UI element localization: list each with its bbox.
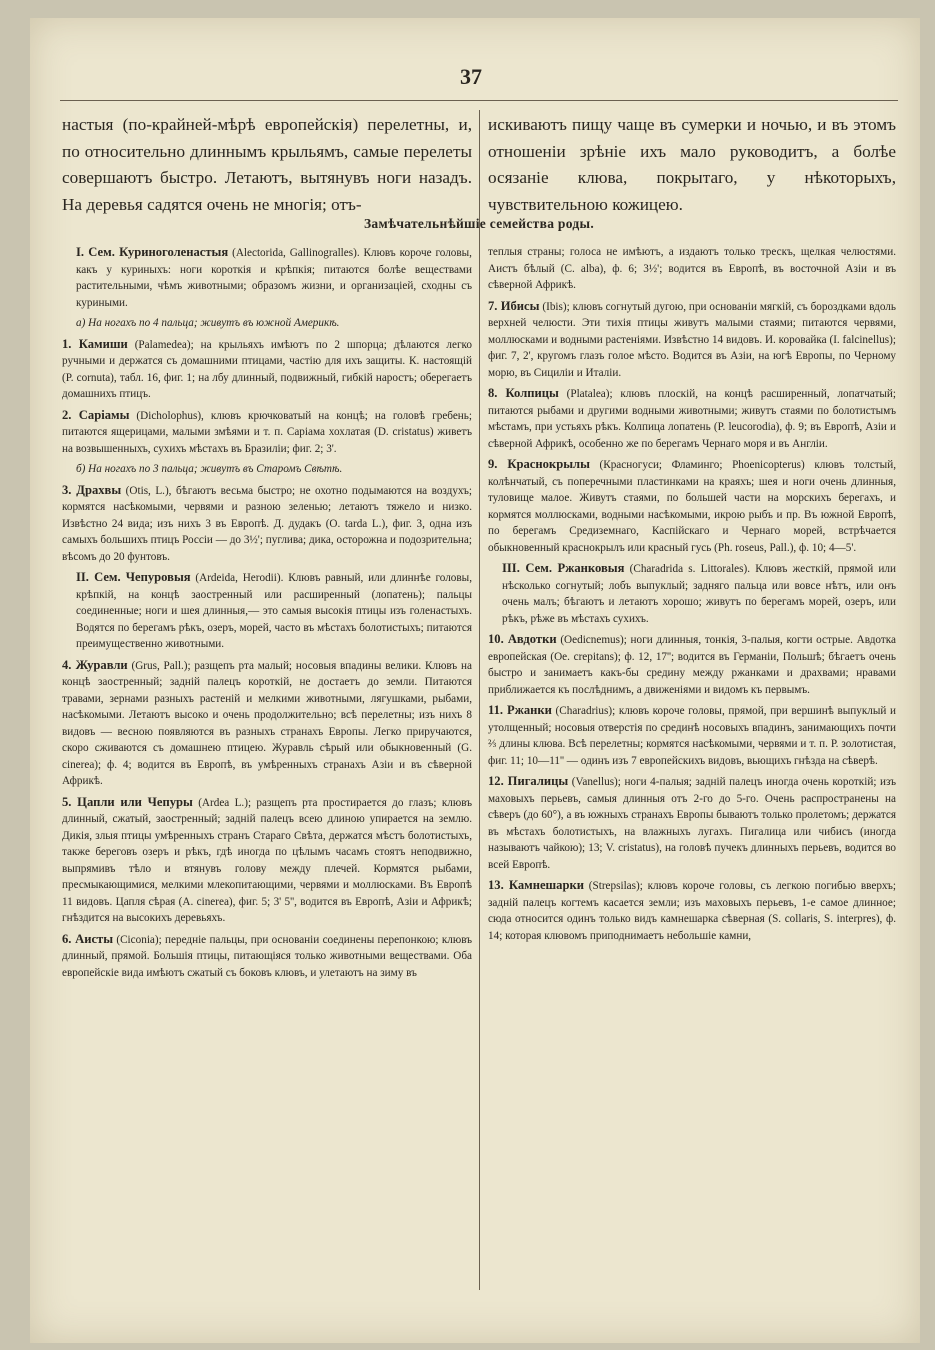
left-column	[62, 244, 472, 985]
entry-text: (Charadrida s. Littorales). Клювъ жесткiй, прямой или нѣсколько согнутый; лобъ выпуклый; задняго пальца или вовсе нѣтъ, или онъ очень малъ; бѣгаютъ и летаютъ хорошо; живутъ по берегамъ морей, озеръ, или рѣкъ, рѣже въ мѣстахъ сухихъ.	[502, 563, 896, 625]
entry-text: (Alectorida, Gallinogralles). Клювъ короче головы, какъ у куриныхъ: ноги короткiя и крѣпкiя; питаются болѣе веществами растительными, чѣмъ животными; образомъ жизни, и организацiей, сходны съ куриными.	[76, 247, 472, 309]
entry-text: (Vanellus); ноги 4-палыя; заднiй палецъ иногда очень короткiй; изъ маховыхъ перьевъ, самыя длинныя отъ 2-го до 5-го. Очень распространены на сѣверъ (до 60°), а въ южныхъ странахъ Европы бываютъ только пролетомъ; держатся въ мѣстахъ болотистыхъ, на влажныхъ лугахъ. Пигалица или чибисъ (иногда называютъ чайкою); 13; V. cristatus), на головѣ пучекъ длинныхъ перьевъ, водится во всей Европѣ.	[488, 776, 896, 871]
intro-left-text: настыя (по-крайней-мѣрѣ европейскiя) перелетны, и, по относительно длиннымъ крыльямъ, самые перелеты совершаютъ быстро. Летаютъ, вытянувъ ноги назадъ. На деревья садятся очень не многiя; отъ-	[62, 115, 472, 214]
entry-title: I. Сем. Куриноголенастыя	[76, 245, 229, 259]
family-section	[62, 569, 472, 653]
entry-text: (Strepsilas); клювъ короче головы, съ легкою погибью вверхъ; заднiй палецъ когтемъ касается земли; изъ маховыхъ перьевъ, 1-е самое длинное; сюда относится одинъ только видъ камнешарка сѣверная (S. collaris, S. interpres), ф. 14; которая клювомъ приподнимаетъ небольшiе камни,	[488, 880, 896, 942]
entry-text: а) На ногахъ по 4 пальца; живутъ въ южной Америкѣ.	[76, 317, 340, 329]
genus-entry	[488, 702, 896, 769]
paragraph	[488, 244, 896, 294]
genus-entry	[62, 336, 472, 403]
genus-entry	[488, 631, 896, 698]
entry-title: 7. Ибисы	[488, 298, 540, 313]
entry-text: теплыя страны; голоса не имѣютъ, а издаютъ только трескъ, щелкая челюстями. Аистъ бѣлый (C. alba), ф. 6; 3½'; водится въ Европѣ, въ восточной Азiи и въ сѣверной Африкѣ.	[488, 246, 896, 291]
entry-title: 4. Журавли	[62, 657, 128, 672]
entry-text: (Ardeida, Herodii). Клювъ равный, или длиннѣе головы, крѣпкiй, на концѣ заостренный или расширенный (лопатень); пальцы соединенные; ноги и шея длинныя,— это самыя высокiя птицы изъ голенастыхъ. Водятся по берегамъ рѣкъ, озеръ, морей, часто въ мѣстахъ болотистыхъ; питаются преимущественно животными.	[76, 572, 472, 650]
entry-title: 13. Камнешарки	[488, 878, 584, 892]
entry-text: б) На ногахъ по 3 пальца; живутъ въ Старомъ Свѣтѣ.	[76, 463, 343, 475]
entry-text: (Ciconia); переднiе пальцы, при основанiи соединены перепонкою; клювъ длинный, прямой. Большiя птицы, питающiяся только животными веществами. Оба европейскiе вида имѣютъ сжатый съ боковъ клювъ, и улетаютъ на зиму въ	[62, 933, 472, 979]
entry-text: (Dicholophus), клювъ крючковатый на концѣ; на головѣ гребень; питаются ящерицами, малыми змѣями и т. п. Сарiама хохлатая (D. cristatus) живетъ на возвышенныхъ, сухихъ мѣстахъ въ Бразилiи; фиг. 2; 3'.	[62, 409, 472, 455]
genus-entry	[488, 298, 896, 382]
intro-right-column	[488, 112, 896, 218]
genus-entry	[488, 877, 896, 944]
entry-text: (Otis, L.), бѣгаютъ весьма быстро; не охотно подымаются на воздухъ; кормятся насѣкомыми, червями и разною зеленью; летаютъ тяжело и низко. Извѣстно 24 вида; изъ нихъ 3 въ Европѣ. Д. дудакъ (O. tarda L.), фиг. 3, одна изъ самыхъ большихъ птицъ Россiи — до 3½'; пуглива; дика, осторожна и подозрительна; вѣсомъ до 20 фунтовъ.	[62, 484, 472, 563]
entry-text: (Ibis); клювъ согнутый дугою, при основанiи мягкiй, съ бороздками вдоль верхней челюсти. Эти тихiя птицы живутъ малыми стаями; питаются червями, моллюсками и водными растенiями. Извѣстно 14 видовъ. И. коровайка (I. falcinellus); фиг. 7, 2', кругомъ глазъ голое мѣсто. Водится въ Азiи, на югѣ Европы, по Черному морю, въ Сицилiи и Италiи.	[488, 300, 896, 379]
intro-left-column	[62, 112, 472, 218]
entry-title: 6. Аисты	[62, 931, 114, 946]
genus-entry	[62, 407, 472, 458]
entry-title: II. Сем. Чепуровыя	[76, 570, 191, 584]
header-rule	[60, 100, 898, 101]
genus-entry	[62, 482, 472, 566]
entry-text: (Oedicnemus); ноги длинныя, тонкiя, 3-палыя, когти острые. Авдотка европейская (Oe. crepitans); ф. 12, 17''; водится въ Германiи, Польшѣ; бѣгаетъ очень быстро и занимаетъ какъ-бы средину между ржанками и драхвами; нравами приближается къ послѣднимъ, а движенiями и видомъ къ первымъ.	[488, 634, 896, 696]
entry-title: 5. Цапли или Чепуры	[62, 794, 193, 809]
section-heading: Замѣчательнѣйшiе семейства роды.	[363, 216, 595, 231]
entry-title: 1. Камиши	[62, 336, 128, 351]
entry-title: 9. Краснокрылы	[488, 457, 590, 471]
family-section	[488, 560, 896, 627]
intro-right-text: искиваютъ пищу чаще въ сумерки и ночью, и въ этомъ отношенiи зрѣнiе ихъ мало руководитъ, а болѣе осязанiе клюва, покрытаго, у нѣкоторыхъ, чувствительною кожицею.	[488, 115, 896, 214]
entry-text: (Platalea); клювъ плоскiй, на концѣ расширенный, лопатчатый; питаются рыбами и другими водными животными; живутъ стаями по болотистымъ мѣстамъ, при устьяхъ рѣкъ. Колпица лопатень (P. leucorodia), ф. 9; въ Европѣ, Азiи и сѣверной Африкѣ, особенно же по берегамъ Чернаго моря и въ Англiи.	[488, 388, 896, 450]
entry-text: (Grus, Pall.); разщепъ рта малый; носовыя впадины велики. Клювъ на концѣ заостренный; заднiй палецъ короткiй, не достаетъ до земли. Питаются травами, зернами разныхъ растенiй и мелкими животными, лягушками, рыбами, насѣкомыми. Летаютъ высоко и очень продолжительно; всѣ перелетны; изъ нихъ 8 видовъ — весною появляются въ разныхъ странахъ Европы. Легко приручаются, скоро сживаются съ домашнею птицею. Журавль сѣрый или обыкновенный (G. cinerea); ф. 4; водится въ Европѣ, въ умѣренныхъ странахъ Азiи и въ сѣверной Африкѣ.	[62, 659, 472, 787]
page-number: 37	[460, 64, 482, 89]
entry-title: 10. Авдотки	[488, 632, 557, 646]
entry-text: (Palamedea); на крыльяхъ имѣютъ по 2 шпорца; дѣлаются легко ручными и держатся съ домашними птицами, частiю для ихъ защиты. К. настоящiй (P. cornuta), табл. 16, фиг. 1; на лбу длинный, подвижный, гибкiй наростъ; оберегаетъ домашнихъ птицъ.	[62, 338, 472, 400]
entry-title: 8. Колпицы	[488, 386, 559, 400]
right-column	[488, 244, 896, 948]
entry-title: III. Сем. Ржанковыя	[502, 561, 625, 575]
genus-entry	[488, 773, 896, 873]
entry-text: (Charadrius); клювъ короче головы, прямой, при вершинѣ выпуклый и утолщенный; носовыя отверстiя по срединѣ носовыхъ впадинъ, занимающихъ почти ⅔ длины клюва. Всѣ перелетны; кормятся насѣкомыми, червями и т. п. Р. золотистая, фиг. 11; 10—11'' — одинъ изъ 7 европейскихъ видовъ, вьющихъ гнѣзда на сѣверѣ.	[488, 705, 896, 767]
genus-entry	[62, 794, 472, 927]
genus-entry	[488, 456, 896, 556]
entry-title: 2. Сарiамы	[62, 407, 130, 422]
genus-entry	[488, 385, 896, 452]
entry-title: 11. Ржанки	[488, 703, 552, 717]
subgroup-note	[62, 461, 472, 478]
entry-text: (Ardea L.); разщепъ рта простирается до глазъ; клювъ длинный, сжатый, заостренный; заднiй палецъ всею длиною упирается на землю. Дикiя, злыя птицы умѣренныхъ странъ Стараго Свѣта, держатся мѣстъ болотистыхъ, также береговъ озеръ и рѣкъ, гдѣ иногда по цѣлымъ часамъ стоятъ неподвижно, выпрямивъ тѣло и втянувъ голову между плечей. Кормятся рыбами, пресмыкающимися, мелкими млекопитающими, червями и моллюсками. Въ Европѣ 11 видовъ. Цапля сѣрая (A. cinerea), фиг. 5; 3' 5'', водится въ Европѣ, Азiи и Африкѣ; гнѣздится на высокихъ деревьяхъ.	[62, 796, 472, 924]
genus-entry	[62, 931, 472, 982]
entry-text: (Красногуси; Фламинго; Phoenicopterus) клювъ толстый, колѣнчатый, съ поперечными пластинками на краяхъ; шея и ноги очень длинныя, туловище малое. Живутъ стаями, по большей части на морскихъ берегахъ, и кормятся моллюсками, водными насѣкомыми, икрою рыбъ и пр. Въ южной Европѣ, по берегамъ Средиземнаго, Каспiйскаго и Чернаго морей, встрѣчается обыкновенный краснокрылъ или красный гусь (Ph. roseus, Pall.), ф. 10; 4—5'.	[488, 459, 896, 554]
column-divider	[479, 110, 480, 1290]
entry-title: 3. Драхвы	[62, 482, 122, 497]
subgroup-note	[62, 315, 472, 332]
family-section	[62, 244, 472, 311]
genus-entry	[62, 657, 472, 790]
entry-title: 12. Пигалицы	[488, 774, 569, 788]
